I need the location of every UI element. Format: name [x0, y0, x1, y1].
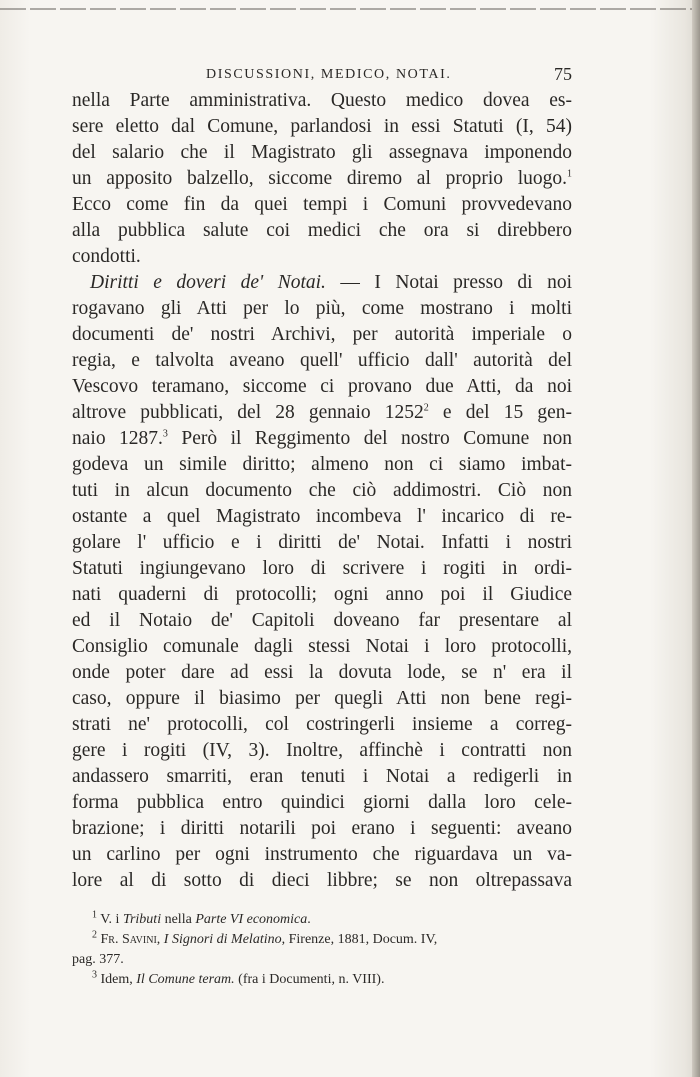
- footnote-title: Tributi: [122, 912, 162, 927]
- footnote-text: , Firenze, 1881, Docum. IV,: [281, 932, 438, 947]
- text-line: lore al di sotto di dieci libbre; se non oltrepassava: [72, 870, 572, 891]
- text-line: alla pubblica salute coi medici che ora si direbbero: [72, 220, 572, 241]
- text-line: nella Parte amministrativa. Questo medico dovea es-: [72, 90, 572, 111]
- text-line-content: e del 15 gen-: [428, 402, 572, 423]
- footnote-text: nella: [161, 912, 196, 927]
- footnote-ref: 2: [423, 402, 429, 414]
- page-edge: [692, 0, 700, 1077]
- text-line-content: altrove pubblicati, del 28 gennaio 1252: [72, 402, 424, 423]
- text-line: godeva un simile diritto; almeno non ci siamo imbat-: [72, 454, 572, 475]
- footnote-mark: 2: [92, 930, 97, 941]
- text-line: strati ne' protocolli, col costringerli insieme a correg-: [72, 714, 572, 735]
- footnote-text: .: [307, 912, 311, 927]
- text-line: sere eletto dal Comune, parlandosi in essi Statuti (I, 54): [72, 116, 572, 137]
- text-line: nati quaderni di protocolli; ogni anno poi il Giudice: [72, 584, 572, 605]
- footnote-text: Idem,: [97, 972, 137, 987]
- text-line-content: — I Notai presso di noi: [325, 272, 572, 293]
- page-number: 75: [554, 64, 572, 84]
- text-line: [72, 400, 572, 426]
- running-title: DISCUSSIONI, MEDICO, NOTAI.: [206, 67, 452, 82]
- text-line: rogavano gli Atti per lo più, come mostrano i molti: [72, 298, 572, 319]
- footnote-3: [72, 970, 572, 990]
- text-line: gere i rogiti (IV, 3). Inoltre, affinchè i contratti non: [72, 740, 572, 761]
- text-line: caso, oppure il biasimo per quegli Atti non bene regi-: [72, 688, 572, 709]
- section-heading-line: [72, 270, 572, 296]
- text-line-content: un apposito balzello, siccome diremo al proprio luogo.: [72, 168, 567, 189]
- text-line: del salario che il Magistrato gli assegnava imponendo: [72, 142, 572, 163]
- running-head: [72, 64, 572, 88]
- footnote-mark: 1: [92, 910, 97, 921]
- footnote-title: Parte VI economica: [195, 912, 308, 927]
- footnote-ref: 3: [162, 428, 168, 440]
- top-rule: [0, 8, 700, 10]
- text-line: ostante a quel Magistrato incombeva l' incarico di re-: [72, 506, 572, 527]
- text-line: [72, 166, 572, 192]
- text-line: forma pubblica entro quindici giorni dalla loro cele-: [72, 792, 572, 813]
- text-line: regia, e talvolta aveano quell' ufficio dall' autorità del: [72, 350, 572, 371]
- text-line: un carlino per ogni instrumento che riguardava un va-: [72, 844, 572, 865]
- text-line: brazione; i diritti notarili poi erano i seguenti: aveano: [72, 818, 572, 839]
- footnote-mark: 3: [92, 970, 97, 981]
- text-line-content: Però il Reggimento del nostro Comune non: [167, 428, 572, 449]
- text-line: [72, 426, 572, 452]
- text-line: condotti.: [72, 246, 141, 267]
- text-line: Consiglio comunale dagli stessi Notai i loro protocolli,: [72, 636, 572, 657]
- footnote-2: [72, 930, 572, 950]
- body-text: [72, 88, 572, 894]
- text-line: andassero smarriti, eran tenuti i Notai a redigerli in: [72, 766, 572, 787]
- footnote-text: V. i: [97, 912, 123, 927]
- text-line: documenti de' nostri Archivi, per autorità imperiale o: [72, 324, 572, 345]
- text-line: onde poter dare ad essi la dovuta lode, se n' era il: [72, 662, 572, 683]
- footnote-title: I Signori di Melatino: [163, 932, 282, 947]
- text-line: tuti in alcun documento che ciò addimostri. Ciò non: [72, 480, 572, 501]
- footnote-2-cont: pag. 377.: [72, 952, 124, 967]
- footnote-ref: 1: [567, 168, 572, 180]
- text-line: Vescovo teramano, siccome ci provano due Atti, da noi: [72, 376, 572, 397]
- text-line-content: naio 1287.: [72, 428, 163, 449]
- text-line: Statuti ingiungevano loro di scrivere i rogiti in ordi-: [72, 558, 572, 579]
- section-title: Diritti e doveri de' Notai.: [90, 272, 326, 293]
- footnotes: [72, 910, 572, 990]
- footnote-title: Il Comune teram.: [136, 972, 235, 987]
- footnote-1: [72, 910, 572, 930]
- text-line: golare l' ufficio e i diritti de' Notai. Infatti i nostri: [72, 532, 572, 553]
- text-line: ed il Notaio de' Capitoli doveano far presentare al: [72, 610, 572, 631]
- text-line: Ecco come fin da quei tempi i Comuni provvedevano: [72, 194, 572, 215]
- footnote-text: (fra i Documenti, n. VIII).: [234, 972, 385, 987]
- footnote-author: Fr. Savini,: [97, 932, 164, 947]
